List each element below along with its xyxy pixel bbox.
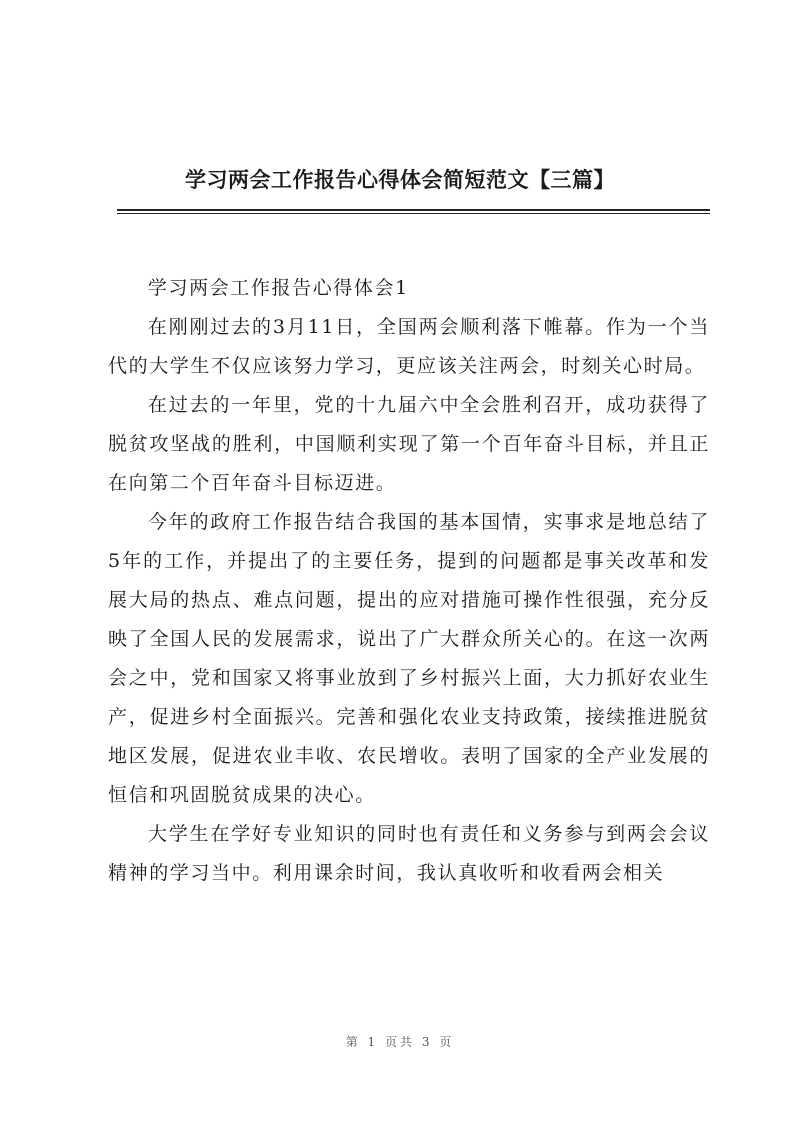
section-heading: 学习两会工作报告心得体会1 <box>147 277 409 299</box>
page-footer: 第 1 页共 3 页 <box>345 1035 455 1049</box>
paragraph-3: 今年的政府工作报告结合我国的基本国情，实事求是地总结了5年的工作，并提出了的主要任务，提到的问题都是事关改革和发展大局的热点、难点问题，提出的应对措施可操作性很强，充分反映了全国人民的发展需求，说出了广大群众所关心的。在这一次两会之中，党和国家又将事业放到了乡村振兴上面，大力抓好农业生产，促进乡村全面振兴。完善和强化农业支持政策，接续推进脱贫地区发展，促进农业丰收、农民增收。表明了国家的全产业发展的恒信和巩固脱贫成果的决心。 <box>108 511 710 806</box>
document-body <box>108 269 710 893</box>
title-divider-thick <box>117 209 710 211</box>
document-title: 学习两会工作报告心得体会简短范文【三篇】 <box>185 168 615 192</box>
paragraph-2: 在过去的一年里，党的十九届六中全会胜利召开，成功获得了脱贫攻坚战的胜利，中国顺利实现了第一个百年奋斗目标，并且正在向第二个百年奋斗目标迈进。 <box>108 394 710 494</box>
paragraph-4: 大学生在学好专业知识的同时也有责任和义务参与到两会会议精神的学习当中。利用课余时间，我认真收听和收看两会相关 <box>108 823 710 884</box>
title-divider-thin <box>117 213 710 214</box>
paragraph-1: 在刚刚过去的3月11日，全国两会顺利落下帷幕。作为一个当代的大学生不仅应该努力学习，更应该关注两会，时刻关心时局。 <box>108 316 710 377</box>
